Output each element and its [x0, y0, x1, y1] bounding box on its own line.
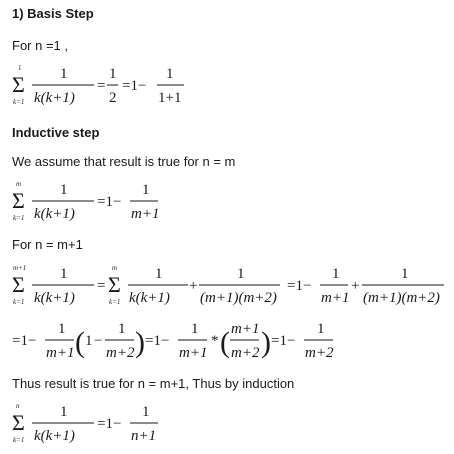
inductive-equation	[12, 262, 452, 312]
svg-text:=1−: =1−	[12, 333, 37, 349]
simplification-equation	[12, 316, 392, 368]
svg-text:k=1: k=1	[109, 298, 121, 306]
svg-text:2: 2	[109, 90, 117, 106]
svg-text:m+2: m+2	[231, 345, 260, 361]
svg-text:m+2: m+2	[106, 345, 135, 361]
svg-text:−: −	[94, 333, 103, 349]
svg-text:=: =	[97, 78, 106, 94]
svg-text:Σ: Σ	[108, 272, 121, 297]
inductive-case-line: For n = m+1	[12, 237, 83, 252]
svg-text:(: (	[220, 326, 230, 359]
svg-text:k=1: k=1	[13, 436, 25, 444]
basis-case-line: For n =1 ,	[12, 38, 68, 53]
svg-text:(m+1)(m+2): (m+1)(m+2)	[363, 290, 440, 306]
svg-text:1: 1	[191, 321, 199, 337]
assumption-equation	[12, 178, 212, 228]
svg-text:k(k+1): k(k+1)	[34, 206, 75, 222]
svg-text:1+1: 1+1	[158, 90, 182, 106]
svg-text:1: 1	[317, 321, 325, 337]
basis-equation	[12, 62, 212, 112]
svg-text:k=1: k=1	[13, 214, 25, 222]
svg-text:k=1: k=1	[13, 298, 25, 306]
svg-text:Σ: Σ	[12, 272, 25, 297]
svg-text:m: m	[16, 180, 22, 188]
basis-step-heading: 1) Basis Step	[12, 6, 94, 21]
svg-text:=1−: =1−	[271, 333, 296, 349]
svg-text:k(k+1): k(k+1)	[34, 428, 75, 444]
svg-text:m: m	[112, 264, 118, 272]
svg-text:k=1: k=1	[13, 98, 25, 106]
svg-text:1: 1	[60, 182, 68, 198]
svg-text:m+1: m+1	[231, 321, 260, 337]
svg-text:1: 1	[58, 321, 66, 337]
svg-text:1: 1	[166, 66, 174, 82]
svg-text:n+1: n+1	[131, 428, 157, 444]
svg-text:=1−: =1−	[287, 278, 312, 294]
svg-text:+: +	[189, 278, 198, 294]
svg-text:k(k+1): k(k+1)	[129, 290, 170, 306]
conclusion-line: Thus result is true for n = m+1, Thus by induction	[12, 376, 295, 391]
svg-text:k(k+1): k(k+1)	[34, 90, 75, 106]
svg-text:1: 1	[60, 404, 68, 420]
svg-text:=1−: =1−	[122, 78, 147, 94]
svg-text:(m+1)(m+2): (m+1)(m+2)	[200, 290, 277, 306]
svg-text:1: 1	[142, 404, 150, 420]
svg-text:1: 1	[18, 64, 22, 72]
svg-text:m+1: m+1	[46, 345, 75, 361]
svg-text:1: 1	[332, 266, 340, 282]
inductive-step-heading: Inductive step	[12, 125, 100, 140]
svg-text:*: *	[211, 333, 219, 349]
svg-text:Σ: Σ	[12, 410, 25, 435]
svg-text:=: =	[97, 278, 106, 294]
svg-text:n: n	[16, 402, 20, 410]
svg-text:Σ: Σ	[12, 188, 25, 213]
svg-text:1: 1	[237, 266, 245, 282]
result-equation	[12, 400, 212, 450]
assumption-line: We assume that result is true for n = m	[12, 154, 236, 169]
svg-text:=1−: =1−	[97, 416, 122, 432]
svg-text:m+1: m+1	[13, 264, 27, 272]
svg-text:1: 1	[142, 182, 150, 198]
svg-text:Σ: Σ	[12, 72, 25, 97]
svg-text:1: 1	[60, 66, 68, 82]
svg-text:1: 1	[85, 333, 93, 349]
svg-text:1: 1	[401, 266, 409, 282]
svg-text:1: 1	[60, 266, 68, 282]
svg-text:=1−: =1−	[97, 194, 122, 210]
svg-text:=1−: =1−	[145, 333, 170, 349]
svg-text:(: (	[75, 326, 85, 359]
svg-text:1: 1	[109, 66, 117, 82]
svg-text:1: 1	[118, 321, 126, 337]
svg-text:k(k+1): k(k+1)	[34, 290, 75, 306]
svg-text:): )	[135, 326, 145, 359]
svg-text:m+1: m+1	[321, 290, 350, 306]
svg-text:1: 1	[155, 266, 163, 282]
svg-text:): )	[261, 326, 271, 359]
svg-text:+: +	[351, 278, 360, 294]
svg-text:m+2: m+2	[305, 345, 334, 361]
svg-text:m+1: m+1	[131, 206, 160, 222]
svg-text:m+1: m+1	[179, 345, 208, 361]
